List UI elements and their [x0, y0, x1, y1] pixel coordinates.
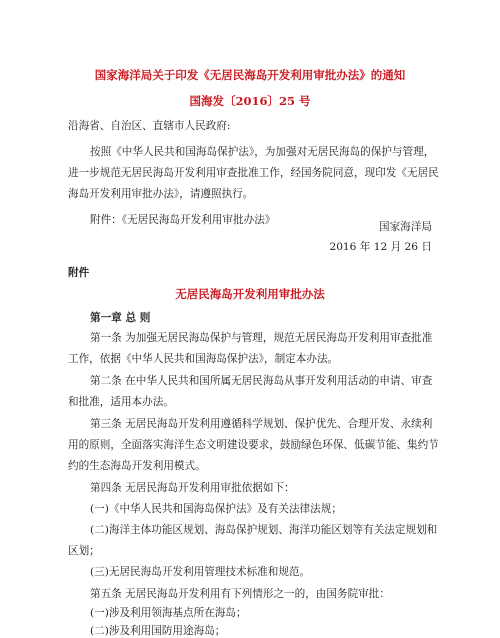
article-line: 和批准，适用本办法。 — [68, 396, 174, 408]
chapter-heading: 第一章 总 则 — [90, 312, 151, 324]
article5-item: (二)涉及利用国防用途海岛； — [90, 625, 226, 637]
notice-title: 国家海洋局关于印发《无居民海岛开发利用审批办法》的通知 — [94, 68, 406, 82]
article-line: 第一条 为加强无居民海岛保护与管理，规范无居民海岛开发利用审查批准 — [90, 332, 433, 344]
article-line: 第二条 在中华人民共和国所属无居民海岛从事开发利用活动的申请、审查 — [90, 375, 433, 387]
issuer: 国家海洋局 — [379, 221, 432, 233]
addressee: 沿海省、自治区、直辖市人民政府: — [68, 120, 231, 132]
notice-body-line: 进一步规范无居民海岛开发利用审查批准工作，经国务院同意，现印发《无居民 — [68, 167, 439, 179]
notice-body-line: 按照《中华人民共和国海岛保护法》，为加强对无居民海岛的保护与管理， — [90, 146, 435, 158]
basis-item: (一)《中华人民共和国海岛保护法》及有关法律法规； — [90, 503, 342, 515]
attachment-note: 附件：《无居民海岛开发利用审批办法》 — [90, 214, 276, 226]
basis-item: (三)无居民海岛开发利用管理技术标准和规范。 — [90, 566, 311, 578]
article-line: 第四条 无居民海岛开发利用审批依据如下： — [90, 482, 295, 494]
article5-item: (一)涉及利用领海基点所在海岛； — [90, 607, 247, 619]
attachment-title: 无居民海岛开发利用审批办法 — [175, 287, 325, 301]
article-line: 工作，依据《中华人民共和国海岛保护法》，制定本办法。 — [68, 353, 339, 365]
notice-body-line: 海岛开发利用审批办法》，请遵照执行。 — [68, 188, 254, 200]
attachment-label: 附件 — [68, 267, 90, 279]
document-number: 国海发〔2016〕25 号 — [189, 94, 311, 108]
article-line: 第五条 无居民海岛开发利用有下列情形之一的，由国务院审批： — [90, 588, 390, 600]
basis-item: 区划； — [68, 545, 100, 557]
article-line: 约的生态海岛开发利用模式。 — [68, 460, 206, 472]
basis-item: (二)海洋主体功能区规划、海岛保护规划、海洋功能区划等有关法定规划和 — [90, 524, 438, 536]
issue-date: 2016 年 12 月 26 日 — [329, 241, 432, 253]
article-line: 用的原则，全面落实海洋生态文明建设要求，鼓励绿色环保、低碳节能、集约节 — [68, 439, 439, 451]
article-line: 第三条 无居民海岛开发利用遵循科学规划、保护优先、合理开发、永续利 — [90, 418, 433, 430]
